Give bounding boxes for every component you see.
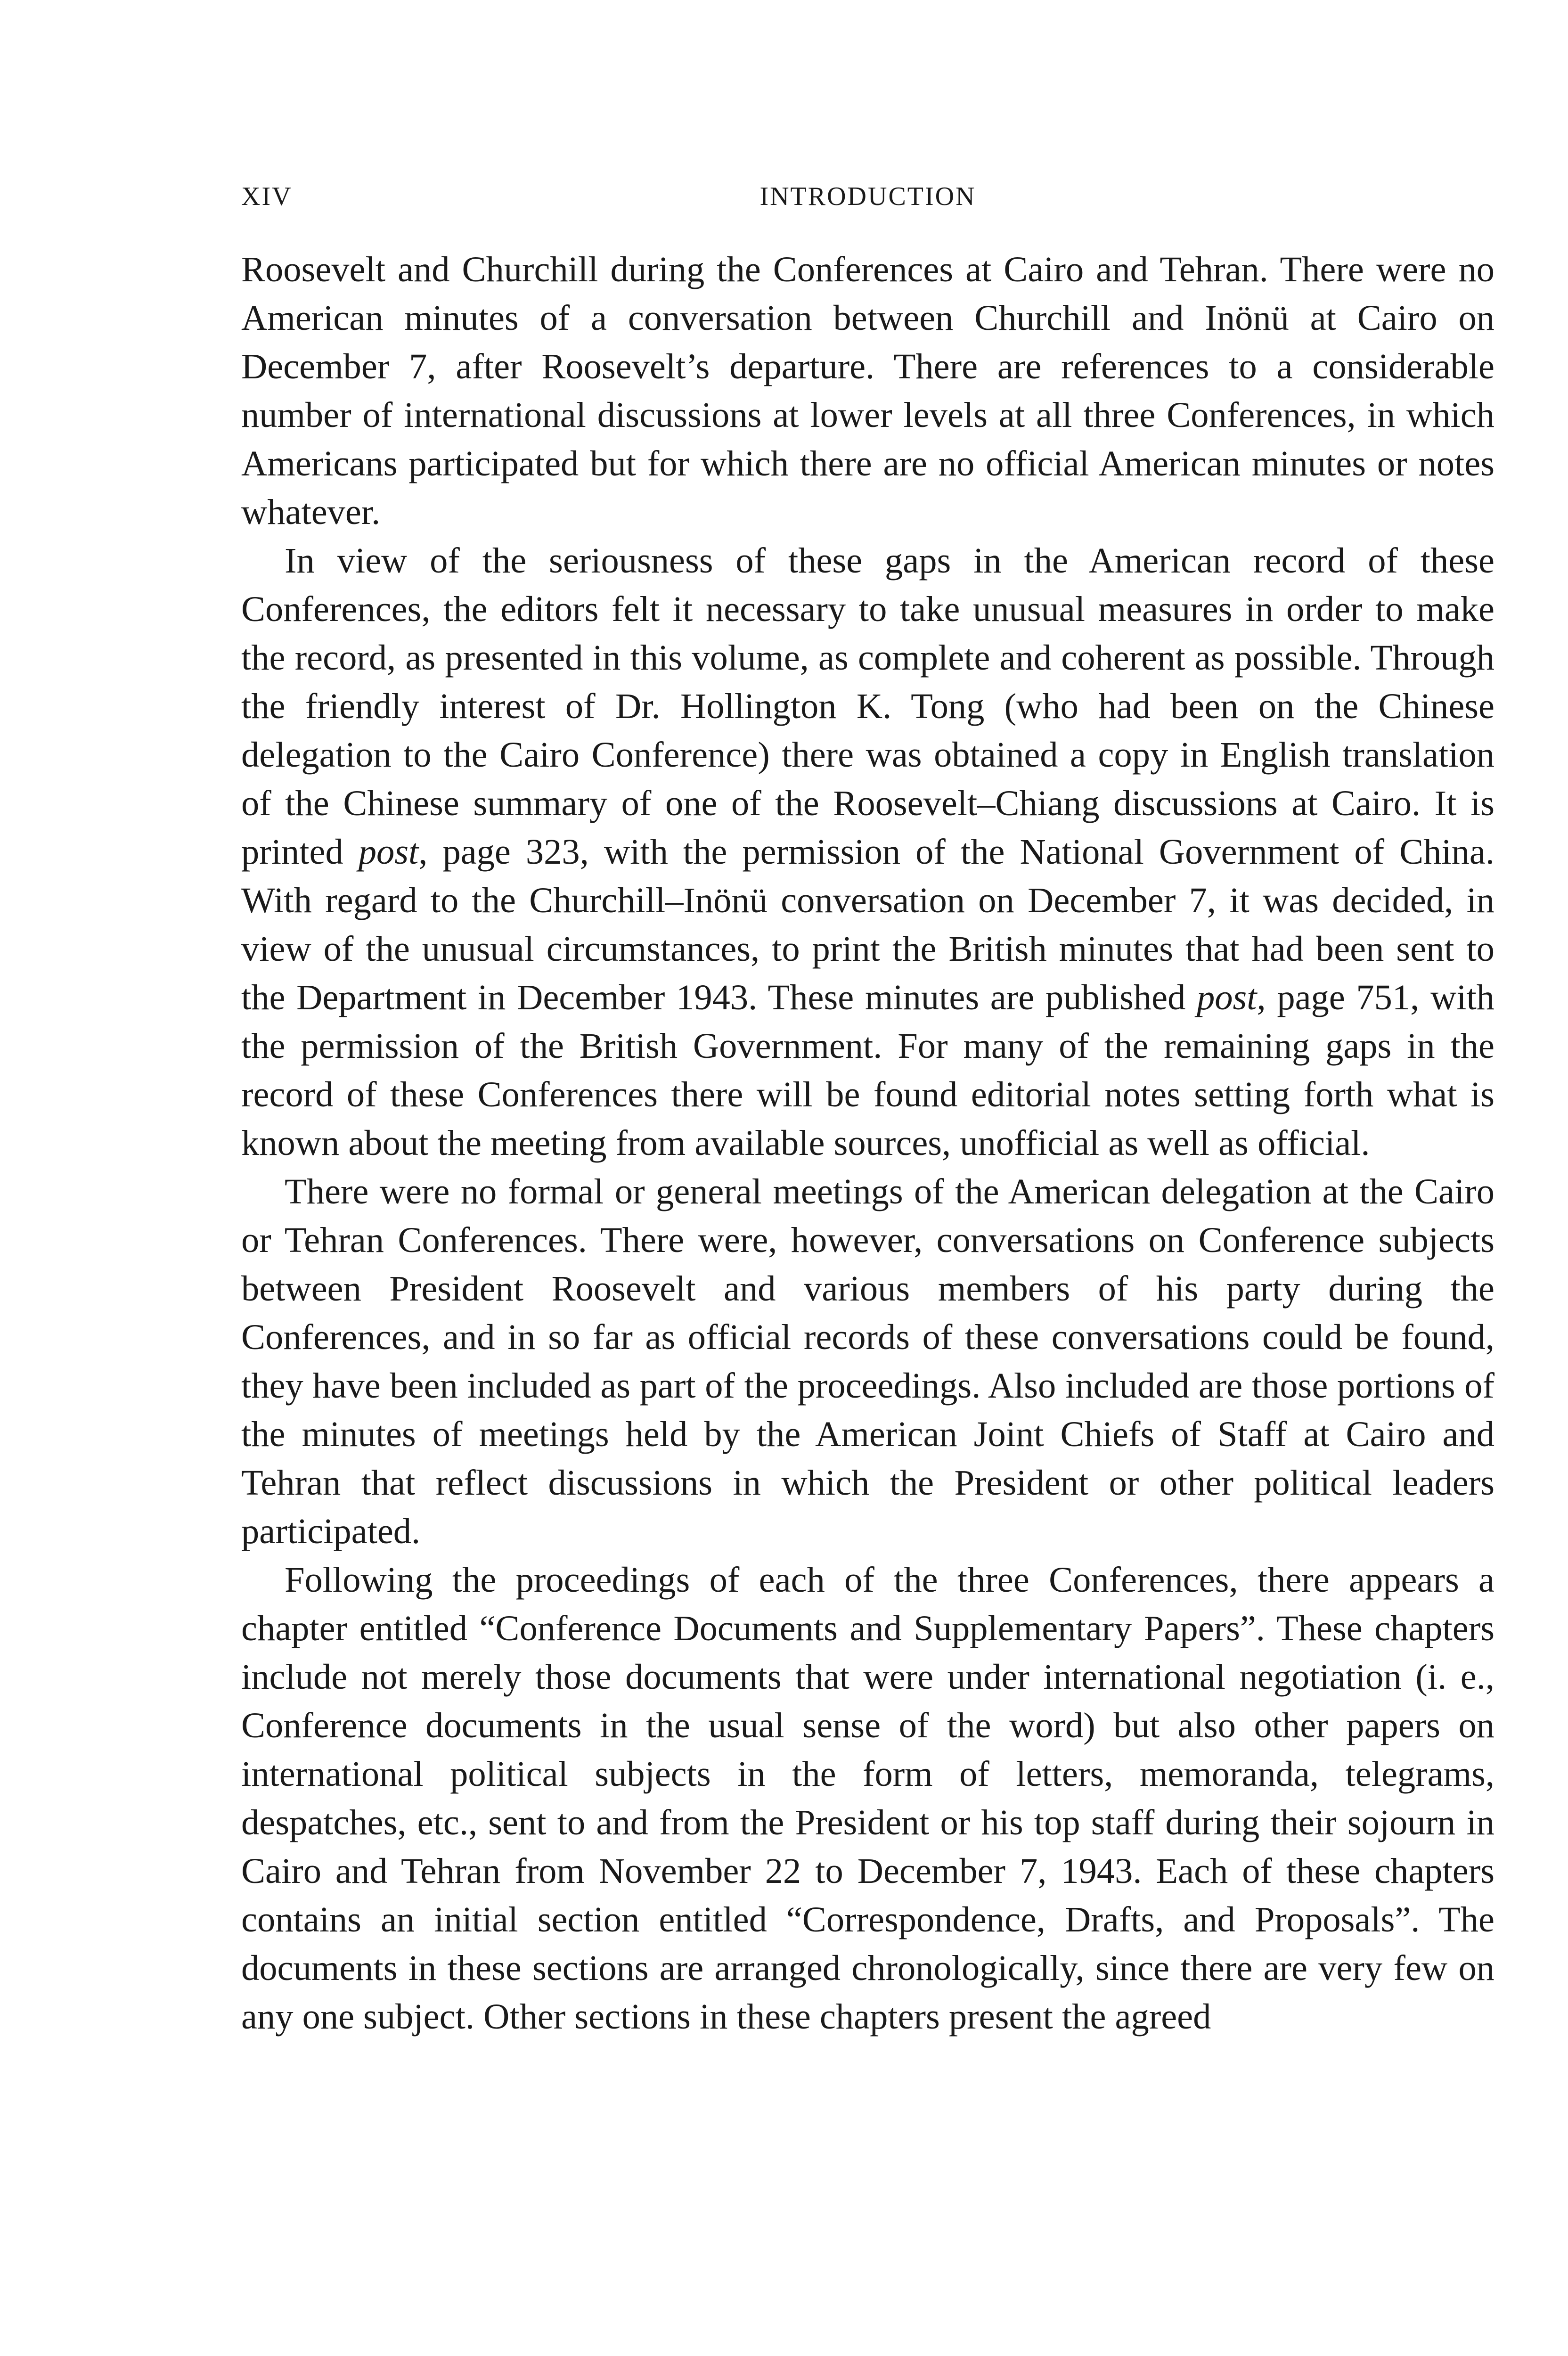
text-run: In view of the seriousness of these gaps in the American record of these Conferences, the editors felt it necessary to take unusual measures in order to make the record, as presented in this volume, as complete and coherent as possible. Through the friendly interest of Dr. Hollington K. Tong (who had been on the Chinese delegation to the Cairo Conference) there was obtained a copy in English translation of the Chinese summary of one of the Roosevelt–Chiang discussions at Cairo. It is printed bbox=[241, 540, 1494, 872]
text-run: Roosevelt and Churchill during the Conferences at Cairo and Tehran. There were no American minutes of a conversation between Churchill and Inönü at Cairo on December 7, after Roosevelt’s departure. There are references to a considerable number of international discussions at lower levels at all three Conferences, in which Americans participated but for which there are no official American minutes or notes whatever. bbox=[241, 249, 1494, 532]
section-title: INTRODUCTION bbox=[760, 182, 976, 211]
page-number: XIV bbox=[241, 182, 293, 211]
paragraph bbox=[241, 245, 1494, 536]
text-run: Following the proceedings of each of the three Conferences, there appears a chapter entitled “Conference Documents and Supplementary Papers”. These chapters include not merely those documents that were under international negotiation (i. e., Conference documents in the usual sense of the word) but also other papers on international political subjects in the form of letters, memoranda, telegrams, despatches, etc., sent to and from the President or his top staff during their sojourn in Cairo and Tehran from November 22 to December 7, 1943. Each of these chapters contains an initial section entitled “Correspondence, Drafts, and Proposals”. The documents in these sections are arranged chronologically, since there are very few on any one subject. Other sections in these chapters present the agreed bbox=[241, 1560, 1494, 2037]
text-run: , page 323, with the permission of the National Government of China. With regard to the Churchill–Inönü conversation on December 7, it was decided, in view of the unusual circumstances, to print the British minutes that had been sent to the Department in December 1943. These minutes are published bbox=[241, 832, 1494, 1017]
running-head bbox=[241, 181, 1494, 219]
body-text bbox=[241, 245, 1494, 2041]
italic-text-run: post bbox=[1197, 977, 1257, 1017]
text-run: There were no formal or general meetings of the American delegation at the Cairo or Tehran Conferences. There were, however, conversations on Conference subjects between President Roosevelt and various members of his party during the Conferences, and in so far as official records of these conversations could be found, they have been included as part of the proceedings. Also included are those portions of the minutes of meetings held by the American Joint Chiefs of Staff at Cairo and Tehran that reflect discussions in which the President or other political leaders participated. bbox=[241, 1171, 1494, 1551]
paragraph bbox=[241, 1555, 1494, 2041]
text-run: , page 751, with the permission of the British Government. For many of the remaining gaps in the record of these Conferences there will be found editorial notes setting forth what is known about the meeting from available sources, unofficial as well as official. bbox=[241, 977, 1494, 1163]
paragraph bbox=[241, 536, 1494, 1167]
italic-text-run: post bbox=[358, 832, 419, 872]
paragraph bbox=[241, 1167, 1494, 1555]
